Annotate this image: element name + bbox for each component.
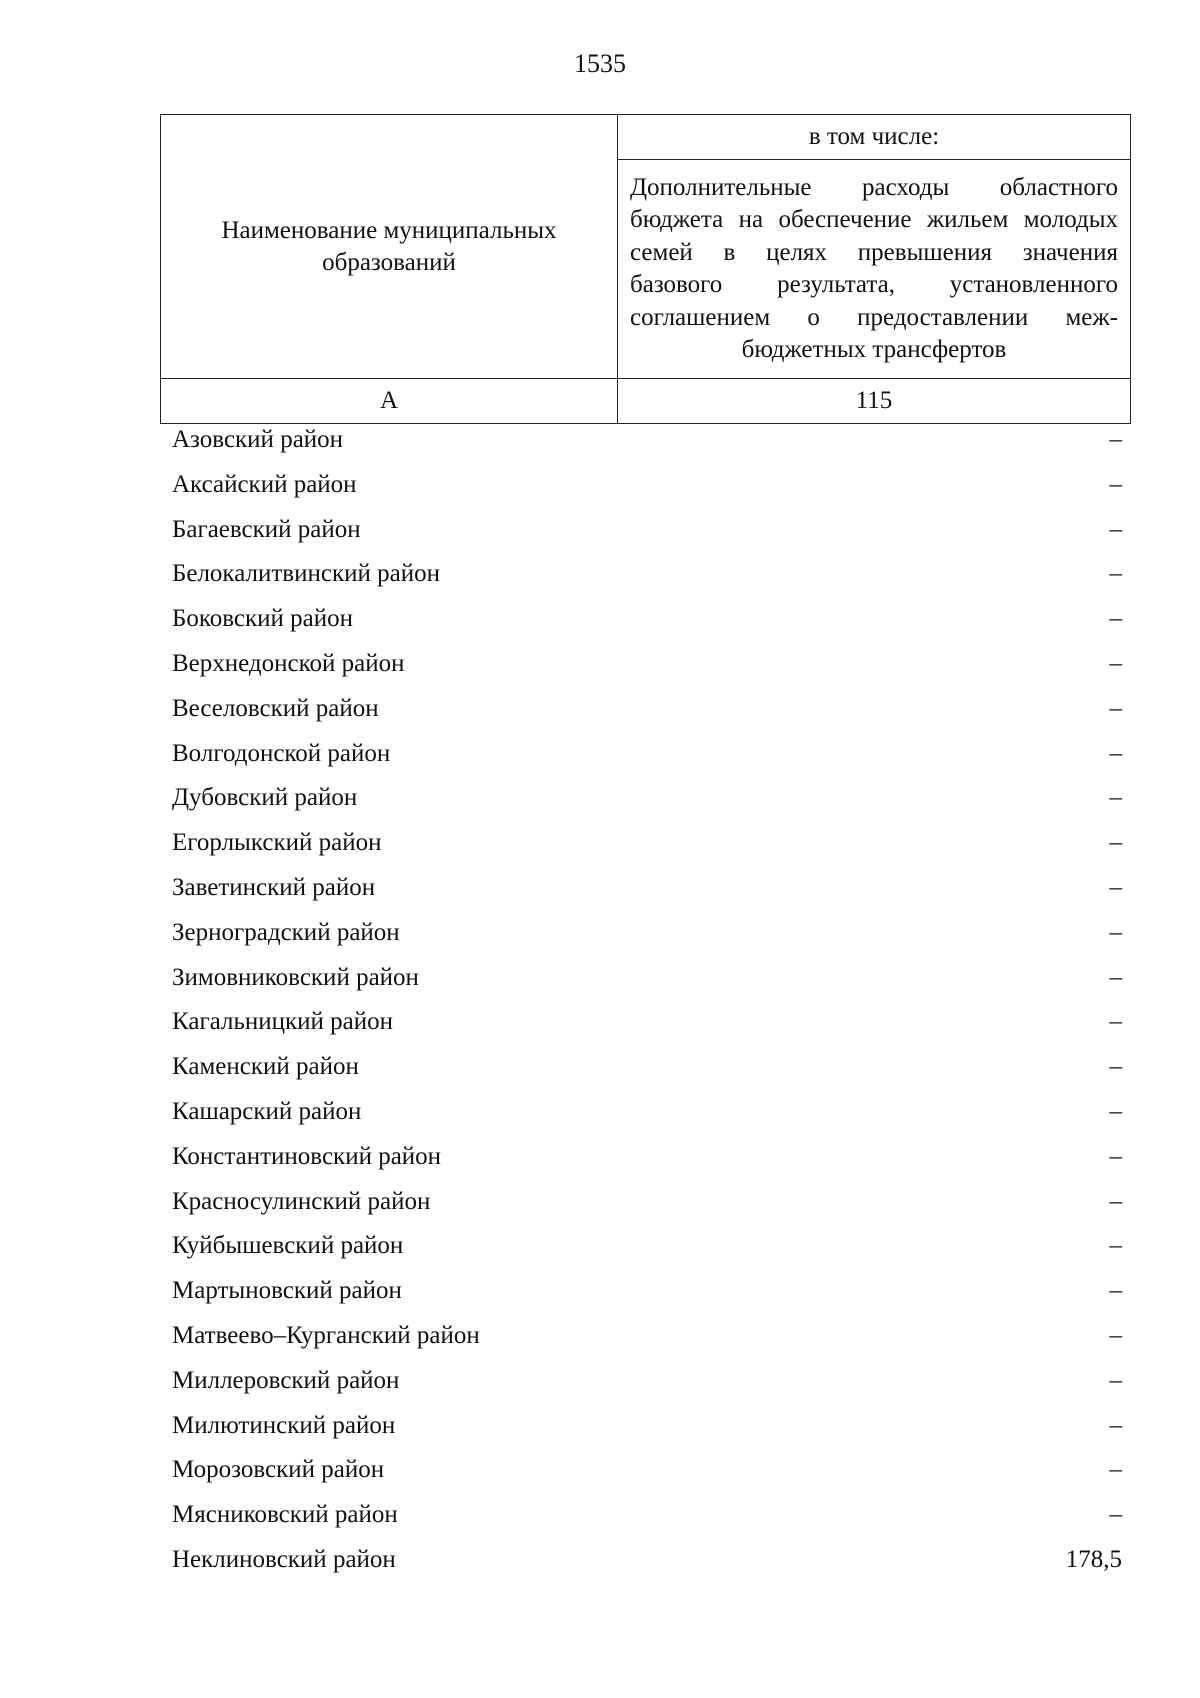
column-group-label: в том числе: [618,115,1131,160]
table-row [172,1448,1122,1493]
row-name: Красносулинский район [172,1187,431,1215]
table-row [172,463,1122,508]
table-row [172,1180,1122,1225]
row-value: – [1109,1008,1122,1036]
row-value: – [1109,470,1122,498]
row-value: – [1109,1187,1122,1215]
row-value: – [1109,1277,1122,1305]
row-name: Верхнедонской район [172,649,405,677]
table-row [172,776,1122,821]
table-row [172,1000,1122,1045]
row-name: Заветинский район [172,873,376,901]
row-value: – [1109,1053,1122,1081]
table-row [172,956,1122,1001]
row-value: – [1109,605,1122,633]
row-value: – [1109,1366,1122,1394]
table-row [172,732,1122,777]
row-name: Азовский район [172,426,344,453]
row-value: – [1109,873,1122,901]
table-row [172,508,1122,553]
table-row [172,911,1122,956]
table-body [172,418,1122,1583]
row-value: – [1109,918,1122,946]
table-row [172,1493,1122,1538]
row-name: Неклиновский район [172,1545,396,1573]
row-name: Куйбышевский район [172,1232,404,1260]
table-row [172,1359,1122,1404]
table-row [172,1538,1122,1583]
row-value: – [1109,1501,1122,1529]
page-number: 1535 [574,49,626,78]
table-header [160,114,1131,424]
row-name: Зимовниковский район [172,963,419,991]
row-name: Миллеровский район [172,1366,400,1394]
row-value: – [1109,784,1122,812]
table-row [172,1045,1122,1090]
row-value: – [1109,829,1122,857]
row-name: Багаевский район [172,515,361,543]
row-name: Волгодонской район [172,739,391,767]
row-name: Егорлыкский район [172,829,382,857]
row-value: – [1109,515,1122,543]
table-row [172,866,1122,911]
row-name: Мартыновский район [172,1277,402,1305]
row-name: Дубовский район [172,784,358,812]
table-row [172,1090,1122,1135]
table-row [172,418,1122,463]
row-value: – [1109,426,1122,453]
row-name: Кагальницкий район [172,1008,394,1036]
column-header-value: Дополнительные расходы областного бюджета на обеспечение жильем молодых семей в целях превышения значения базового результата, установленного соглашением о предоставлении межбюджетных трансфертов [618,160,1131,379]
column-index-value: 115 [618,379,1131,424]
table-row [172,597,1122,642]
table-row [172,1269,1122,1314]
row-value: – [1109,1411,1122,1439]
row-value: – [1109,1321,1122,1349]
table-row [172,1224,1122,1269]
row-name: Милютинский район [172,1411,396,1439]
row-value: – [1109,739,1122,767]
row-value: – [1109,560,1122,588]
table-row [172,552,1122,597]
row-name: Мясниковский район [172,1501,398,1529]
table-row [172,821,1122,866]
row-name: Матвеево–Курганский район [172,1321,480,1349]
table-row [172,1404,1122,1449]
row-name: Белокалитвинский район [172,560,440,588]
column-index-name: А [161,379,618,424]
row-value: – [1109,649,1122,677]
row-value: 178,5 [1065,1545,1122,1573]
row-name: Зерноградский район [172,918,400,946]
row-name: Аксайский район [172,470,357,498]
row-name: Морозовский район [172,1456,385,1484]
row-value: – [1109,1097,1122,1125]
row-name: Каменский район [172,1053,359,1081]
row-value: – [1109,1232,1122,1260]
row-value: – [1109,963,1122,991]
row-value: – [1109,1456,1122,1484]
row-name: Кашарский район [172,1097,362,1125]
row-value: – [1109,694,1122,722]
table-row [172,1314,1122,1359]
table-row [172,1135,1122,1180]
row-name: Боковский район [172,605,353,633]
row-name: Константиновский район [172,1142,442,1170]
row-value: – [1109,1142,1122,1170]
table-row [172,642,1122,687]
table-row [172,687,1122,732]
row-name: Веселовский район [172,694,379,722]
column-header-name: Наименование муниципальных образований [161,115,618,379]
